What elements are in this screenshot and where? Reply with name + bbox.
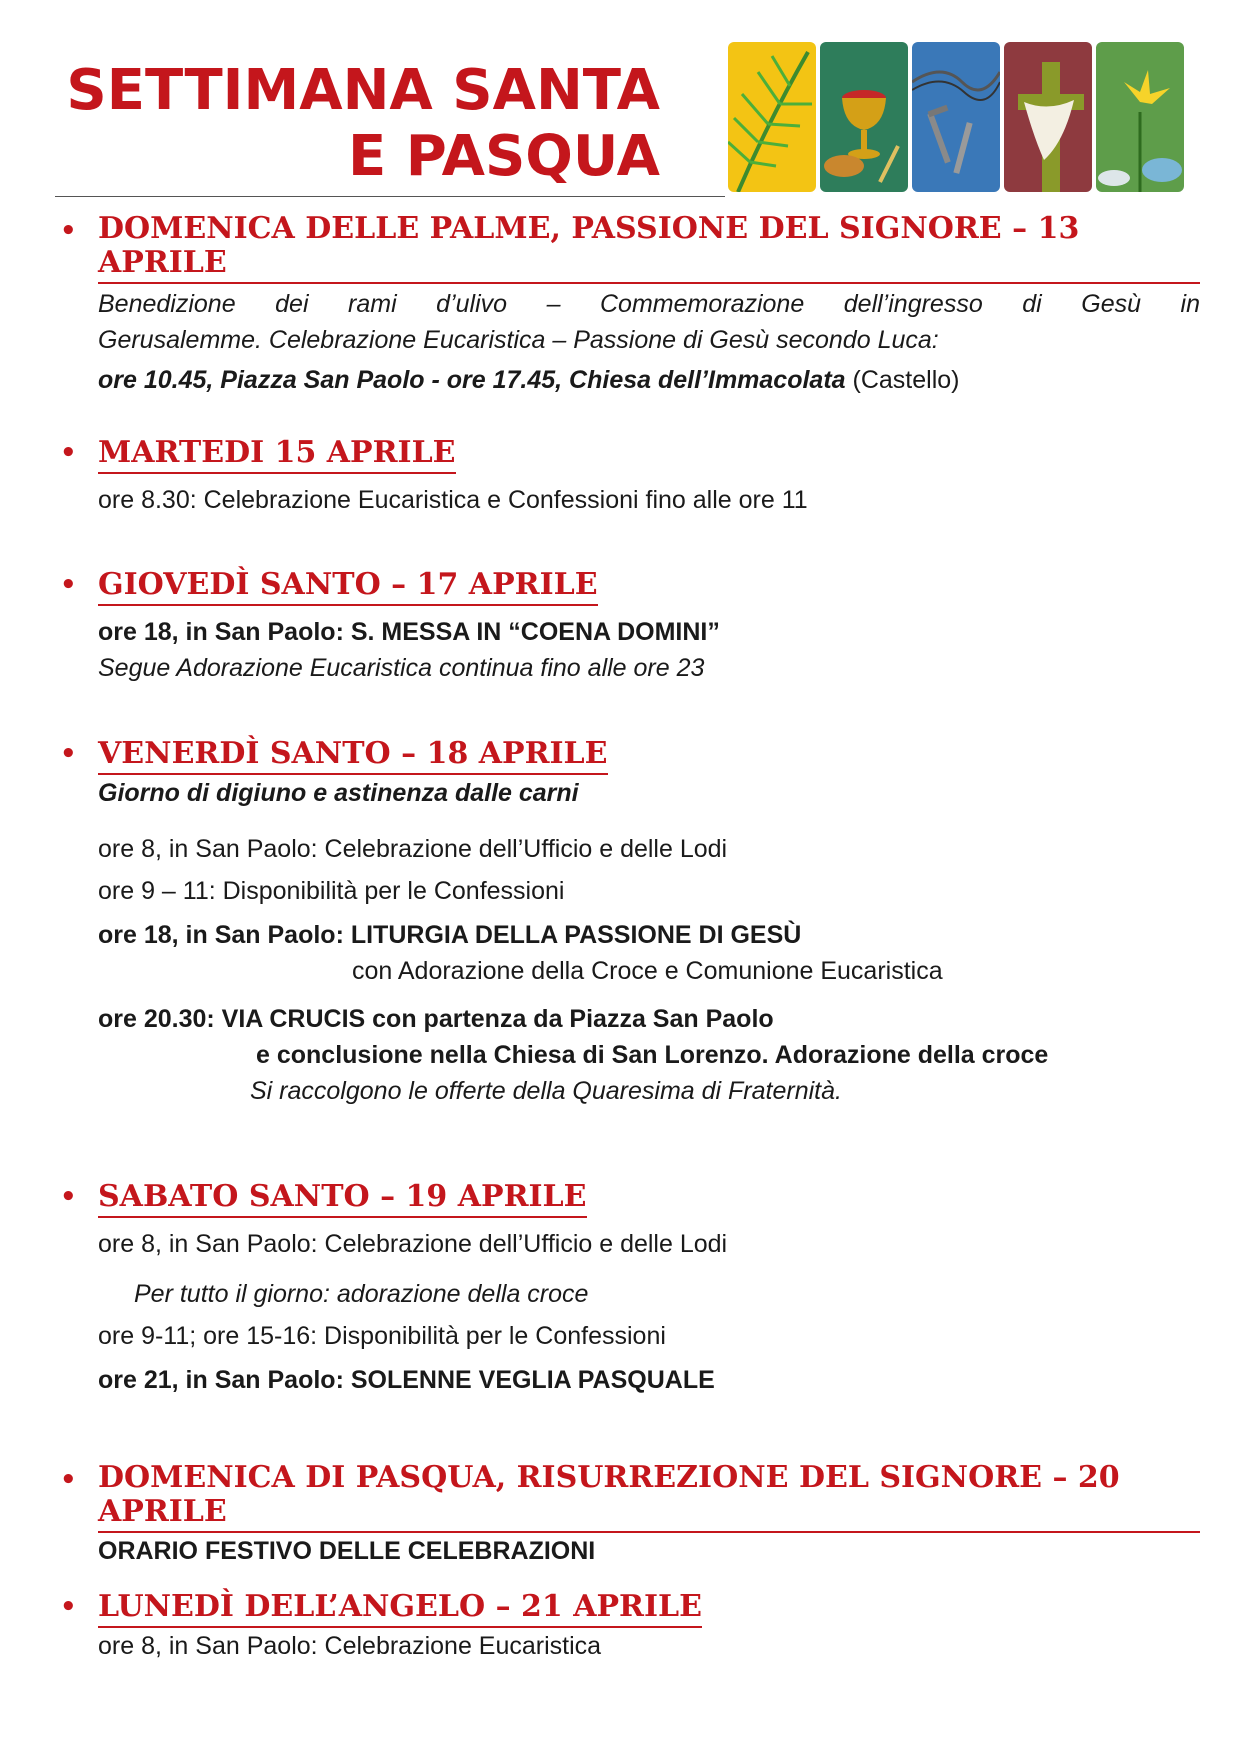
section-line: ore 18, in San Paolo: S. MESSA IN “COENA DOMINI” [98, 618, 720, 646]
chalice-icon [820, 42, 908, 192]
lily-icon [1096, 42, 1184, 192]
section-line: ore 9 – 11: Disponibilità per le Confessioni [98, 877, 565, 905]
section-line: ore 18, in San Paolo: LITURGIA DELLA PASSIONE DI GESÙ [98, 921, 802, 949]
title-line-2: E PASQUA [347, 124, 660, 189]
page-title [0, 58, 660, 190]
nails-icon [912, 42, 1000, 192]
section-holy-saturday [60, 1178, 1200, 1398]
easter-banner [728, 42, 1180, 220]
palm-icon [728, 42, 816, 192]
section-line: ore 8, in San Paolo: Celebrazione dell’Ufficio e delle Lodi [98, 835, 728, 863]
section-line: ore 8.30: Celebrazione Eucaristica e Confessioni fino alle ore 11 [98, 486, 808, 514]
section-line: ore 9-11; ore 15-16: Disponibilità per le Confessioni [98, 1322, 666, 1350]
section-line: Si raccolgono le offerte della Quaresima di Fraternità. [250, 1077, 842, 1105]
section-palm-sunday [60, 212, 1200, 398]
section-line: Benedizione dei rami d’ulivo – Commemorazione dell’ingresso di Gesù in [98, 290, 1200, 318]
section-easter-monday [60, 1588, 1200, 1664]
section-line: Per tutto il giorno: adorazione della croce [134, 1280, 589, 1308]
section-heading: • GIOVEDÌ SANTO – 17 APRILE [60, 566, 1200, 606]
section-line: Gerusalemme. Celebrazione Eucaristica – Passione di Gesù secondo Luca: [98, 326, 939, 354]
section-line: e conclusione nella Chiesa di San Lorenzo. Adorazione della croce [256, 1041, 1049, 1069]
section-line: ore 10.45, Piazza San Paolo - ore 17.45, Chiesa dell’Immacolata (Castello) [98, 366, 960, 394]
cross-icon [1004, 42, 1092, 192]
section-heading: • DOMENICA DI PASQUA, RISURREZIONE DEL SIGNORE – 20 APRILE [60, 1461, 1200, 1533]
section-holy-thursday [60, 566, 1200, 686]
title-divider [55, 196, 725, 197]
section-line: ore 21, in San Paolo: SOLENNE VEGLIA PASQUALE [98, 1366, 715, 1394]
title-line-1: SETTIMANA SANTA [66, 58, 660, 123]
section-line: ore 20.30: VIA CRUCIS con partenza da Piazza San Paolo [98, 1005, 774, 1033]
section-heading: • SABATO SANTO – 19 APRILE [60, 1178, 1200, 1218]
section-heading: • VENERDÌ SANTO – 18 APRILE [60, 735, 1200, 775]
section-heading: • MARTEDI 15 APRILE [60, 434, 1200, 474]
section-line: Segue Adorazione Eucaristica continua fino alle ore 23 [98, 654, 705, 682]
section-line: ore 8, in San Paolo: Celebrazione dell’Ufficio e delle Lodi [98, 1230, 728, 1258]
section-line: ORARIO FESTIVO DELLE CELEBRAZIONI [98, 1537, 596, 1565]
section-good-friday [60, 735, 1200, 1109]
section-line: con Adorazione della Croce e Comunione Eucaristica [352, 957, 943, 985]
section-line: ore 8, in San Paolo: Celebrazione Eucaristica [98, 1632, 602, 1660]
section-easter-sunday [60, 1461, 1200, 1569]
section-line: Giorno di digiuno e astinenza dalle carni [98, 779, 579, 807]
section-tuesday [60, 434, 1200, 518]
section-heading: • DOMENICA DELLE PALME, PASSIONE DEL SIGNORE – 13 APRILE [60, 212, 1200, 284]
section-heading: • LUNEDÌ DELL’ANGELO – 21 APRILE [60, 1588, 1200, 1628]
